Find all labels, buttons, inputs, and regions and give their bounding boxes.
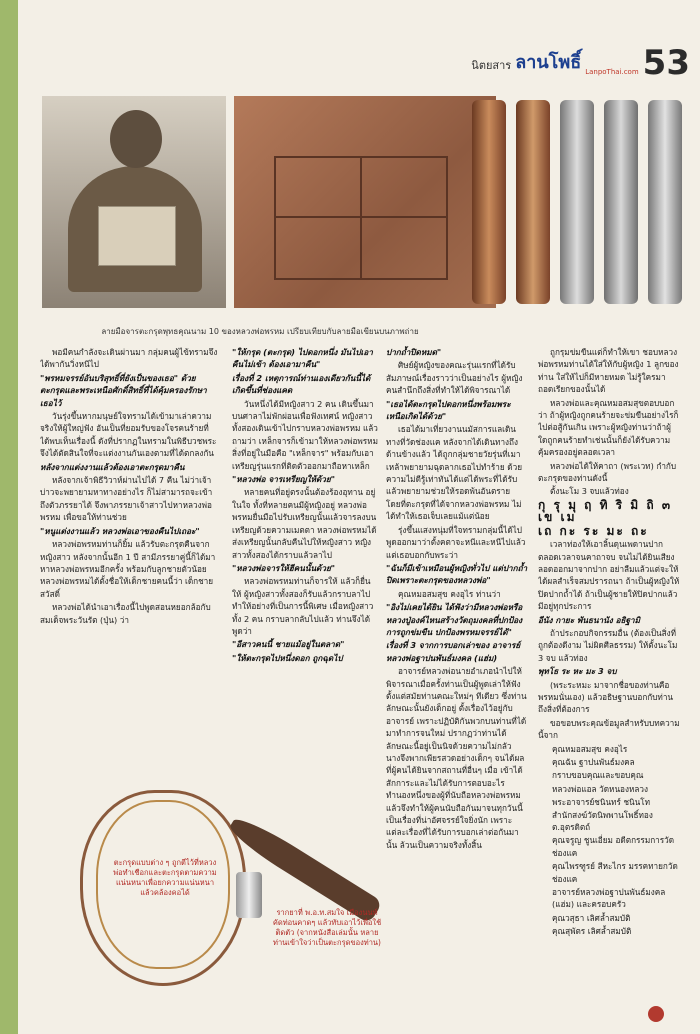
paragraph: หลวงพ่อและคุณหมอสมสุขตอบบอกว่า ถ้าผู้หญิงถูกคนร้ายจะข่มขืนอย่างไรก็ไปต่อสู้กันเกิน เพราะผู้หญิงท่านว่าถ้าผู้ใดถูกคนร้ายทำเช่นนั้นก็ยังได้รับความคุ้มครองอยู่ตลอดเวลา: [538, 397, 679, 458]
paragraph: หลวงพ่อได้นำเอาเรื่องนี้ไปพูดสอนหยอกล้อกับสมเด็จพระวันรัต (ปุ่น) ว่า: [40, 602, 211, 625]
paragraph: (พระระหมะ มาจากชื่อของท่านคือพรหมนั่นเอง) แล้วอธิษฐานบอกกับท่านถึงสิ่งที่ต้องการ: [538, 679, 674, 715]
column-3: [386, 346, 528, 986]
paragraph: หลวงพ่อพรหมท่านก็ยิ้ม แล้วรับตะกรุดคืนจากหญิงสาว หลังจากนั้นอีก 1 ปี สามีภรรยาคู่นี้ก็ได้มาหาหลวงพ่อพรหมอีกครั้ง พร้อมกับลูกชายตัวน้อย หลวงพ่อพรหมได้ตั้งชื่อให้เด็กชายคนนี้ว่า เด็กชายสวัสดิ์: [40, 539, 216, 599]
subheading: ปากถ้ำปิดหมด": [386, 347, 442, 357]
paragraph: พระอาจารย์ชนินทร์ ชนินโท สำนักสงฆ์วัดนิพพานโพธิ์ทอง ต.อุตรดิตถ์: [552, 797, 653, 833]
paragraph: กราบขอบคุณและขอบคุณ: [552, 770, 644, 781]
photo-strip: [40, 88, 690, 336]
paragraph: คุณไพรฑูรย์ สีหะไกร มรรคทายกวัดช่องแค: [552, 861, 678, 884]
takrut-tube-2: [516, 100, 550, 304]
page-header: [471, 40, 690, 83]
paragraph: ถ้าประกอบกิจกรรมอื่น (ต้องเป็นสิ่งที่ถูกต้องดีงาม ไม่ผิดศีลธรรม) ให้ตั้งนะโม 3 จบ แล้วท่อง: [538, 627, 678, 663]
subheading: "หลวงพ่อ จารเหรียญให้ด้วย": [232, 474, 335, 485]
paragraph: คุณหมอสมสุข คงอุไร ท่านว่า: [398, 588, 501, 599]
paragraph: หลายคนที่อยู่ตรงนั้นต้องร้องอุทาน อยู่ในใจ ทั้งที่หลายคนมีผู้หญิงอยู่ หลวงพ่อพรหมยื่นมือไปรับเหรียญนั้นแล้วจารลงบนเหรียญด้วยความเมตตา หลวงพ่อพรหมได้ส่งเหรียญนั้นกลับคืนไปให้หญิงสาว หญิงสาวทั้งสองได้กราบแล้วลาไป: [232, 487, 377, 560]
yantra-cloth: [98, 206, 176, 266]
takrut-tube-4: [604, 100, 638, 304]
paragraph: เธอได้มาเที่ยวงานนมัสการแลเดินทางที่วัดช่องแค หลังจากได้เดินทางถึงด้านข้างแล้ว ได้ถูกกลุ่มชายวัยรุ่นที่เมาเหล้าพยายามฉุดลากเธอไปทำร้าย ด้วยความไม่ดีรู้เท่าทันได้แต่ได้พระที่ได้รับแล้วพยายามช่วยให้รอดพ้นอันตราย โดยที่ตะกรุดที่ได้จากหลวงพ่อพรหม ไม่ได้ทำให้เธอเจ็บเลยแม้แต่น้อย: [386, 424, 522, 522]
monk-head: [110, 110, 162, 168]
paragraph: ขอขอบพระคุณข้อมูลสำหรับบทความนี้จาก: [538, 717, 680, 741]
yantra-copper-photo: [234, 96, 496, 308]
subheading: เรื่องที่ 2 เหตุการณ์ท่านเองเดียวกันนี้ได้เกิดขึ้นที่ช่องแคด: [232, 372, 371, 396]
paragraph: อาจารย์หลวงพ่อนายอำเภอนำไปให้พิจารณาเมื่อครั้งท่านเป็นผู้พูดเล่าให้ฟัง ตั้งแต่สมัยท่านคณะใหม่ๆ ทีเดียว ซึ่งท่านลักษณะนั้นยังเด็กอยู่ ตั้งเรื่องไว้อยู่กับอาจารย์ เพราะปฏิบัติกันพวกบนท่านที่ได้มาทำการจนใหม่ ปรากฏว่าท่านได้ลักษณะนี้อยู่เป็นนิจด้วยความไม่กลัว นางจึงพากเพียรสวดอย่างเด็กๆ จนได้ผลที่ผู้คนได้ยินจากสถานที่อื่นๆ เมื่อ เข้าได้สักการะและไม่ได้รับการตอบอะไร ทำนองหนึ่งของผู้ที่นับถือหลวงพ่อพรหมแล้วจึงทำให้ผู้คนนับถือกันมาจนทุกวันนี้ เป็นเรื่องที่น่าอัศจรรย์ใจยิ่งนัก เพราะแต่ละเรื่องที่ได้รับการบอกเล่าต่อกันมานั้น ล้วนเป็นความจริงทั้งสิ้น: [386, 666, 527, 850]
subheading: "พรหมจรรย์อันบริสุทธิ์ที่ยังเป็นของเธอ" ด้วยตะกรุดและพระเหนือศักดิ์สิทธิ์ที่ได้คุ้มครองรักษาเธอไว้: [40, 372, 207, 408]
column-2: [232, 346, 378, 786]
paragraph: หลวงพ่อพรหมท่านก็จารให้ แล้วก็ยื่นให้ ผู้หญิงสาวทั้งสองก็รับแล้วกราบลาไป ทำให้อย่างที่เป็นการนี้พิเศษ เมื่อหญิงสาวทั้ง 2 คน กราบลากลับไปแล้ว ท่านจึงได้พูดว่า: [232, 576, 374, 636]
subheading: "ให้ตะกรุดไปหนึ่งดอก ถูกฉุดไป: [232, 652, 343, 663]
paragraph: พอมีคนกำลังจะเดินผ่านมา กลุ่มคนผู้ไข้ทรามจึงได้พากันวิ่งหนีไป: [40, 347, 218, 370]
paragraph: วันรุ่งขึ้นหากมนุษย์ใจทรามได้เข้ามาเล่าความจริงให้ผู้ใหญ่ฟัง อันเป็นที่ยอมรับของโจรคนร้ายที่ได้พบเห็นเรื่องนี้ ดังที่ปรากฏในทรามในพิธีบวชพระ จึงได้ตัดสินใจที่จะแต่งงานกันเองตามที่ได้ตกลงกัน: [40, 411, 217, 459]
subheading: หลังจากแต่งงานแล้วต้องเอาตะกรุดมาคืน: [40, 461, 185, 472]
magazine-brand: ลานโพธิ์: [515, 52, 582, 73]
subheading: "อีสาวคนนี้ ชายแม้อยู่ในตลาด": [232, 639, 345, 650]
subheading: "เธอได้ตะกรุดไปดอกหนึ่งพร้อมพระเหนือเกิดได้ด้วย": [386, 398, 511, 422]
paragraph: ตั้งนะโม 3 จบแล้วท่อง: [550, 486, 629, 497]
magazine-url: LanpoThai.com: [585, 68, 639, 76]
paragraph: คุณหมอสมสุข คงอุไร: [552, 743, 628, 754]
paragraph: หลวงพ่อได้ให้คาถา (พระเวท) กำกับตะกรุดของท่านดังนี้: [538, 460, 677, 484]
paragraph: รุ่งขึ้นแสงหนุ่มที่ใจทรามกลุ่มนี้ได้ไปพูดออกมาว่าตั้งคตาจะหนีและหนีไปแล้ว แต่เธอบอกกับพระว่า: [386, 524, 526, 560]
paragraph: วันหนึ่งได้มีหญิงสาว 2 คน เดินขึ้นมาบนศาลาไม่พักผ่อนเพื่อฟังเทศน์ หญิงสาวทั้งสองเดินเข้าไปกราบหลวงพ่อพรหม แล้วถามว่า เหล็กจารก็เข้ามาให้หลวงพ่อพรหม สิ่งที่อยู่ในมือคือ "เหล็กจาร" พร้อมกับเอาเหรียญรุ่นแรกที่ติดตัวออกมาถือหาเหล็ก: [232, 398, 378, 471]
subheading: "หลวงพ่อจารให้ฮีคนนั้นด้วย": [232, 562, 336, 573]
subheading: เรื่องที่ 3 จากการบอกเล่าของ อาจารย์หลวงพ่อฐาปนพันธ์มงคล (แฮ่ม): [386, 640, 521, 663]
takrut-tube-1: [472, 100, 506, 304]
subheading: พุทโธ ระ หะ มะ 3 จบ: [538, 666, 617, 677]
paragraph: ถูกรุมข่มขืนแต่ก็ทำให้เขา ชอบหลวงพ่อพรหมท่านได้ใส่ให้กับผู้หญิง 1 ลูกของท่าน ใส่ให้ไปก็มีหายหมด ไม่รู้ใครมาถอดเรียกของนั้นได้: [538, 347, 679, 395]
paragraph: หลังจากเจ้าพิธีวิวาห์ผ่านไปได้ 7 คืน ไม่ว่าเจ้าบ่าวจะพยายามหาทางอย่างไร ก็ไม่สามารถจะเข้าถึงตัวภรรยาได้ จึงพาภรรยาเจ้าสาวไปหาหลวงพ่อพรหม เพื่อขอให้ท่านช่วย: [40, 475, 213, 523]
metal-takrut: [236, 872, 262, 918]
paragraph: คุณวสุธา เลิศล้ำสมบัติ: [552, 912, 631, 923]
photo-caption: ลายมือจารตะกรุดพุทธคุณนาม 10 ของหลวงพ่อพรหม เปรียบเทียบกับลายมือเขียนบนภาพถ่าย: [101, 327, 419, 336]
paragraph: คุณสุพัตร เลิศล้ำสมบัติ: [552, 926, 632, 937]
monk-photo: [42, 96, 226, 308]
footer-logo-icon: [648, 1006, 664, 1022]
subheading: "อิงไม่เคยได้ยิน ได้ฟังว่ามีหลวงพ่อหรือหลวงปู่องค์ไหนสร้างวัตถุมงคลที่ปกป้องการถูกข่มขืน ปกป้องพรหมจรรย์ได้": [386, 602, 523, 637]
paragraph: กุ รุ มุ ฤ ทิ ริ มิ ถิ ๓ เข เม: [538, 497, 673, 525]
paragraph: คุณจรูญ ชูนเอี่ยม อดีตกรรมการวัดช่องแค: [552, 835, 675, 858]
paragraph: อาจารย์หลวงพ่อฐาปนพันธ์มงคล (แฮ่ม) และครอบครัว: [552, 887, 666, 910]
subheading: "ฉันก็มีเข้าเหมือนผู้หญิงทั่วไป แต่ปากถ้ำปิดเพราะตะกรุดของหลวงพ่อ": [386, 562, 528, 586]
subheading: "หนูแต่งงานแล้ว หลวงพ่อเอาของคืนไปเถอะ": [40, 525, 200, 536]
root-caption: รากยาที่ พ.อ.ท.สมใจ เมืองนนท์ คัดท่อนคาดๆ แล้วทับเอาไว้เพื่อใช้ติดตัว (จากหนังสือเล่มนั้น หลายท่านเข้าใจว่าเป็นตะกรุดของท่าน): [272, 908, 382, 947]
paragraph: คุณฉัน ฐาปนพันธ์มงคล: [552, 757, 635, 767]
subheading: อีนัง กายะ พันธนานัง อธิฐามิ: [538, 614, 641, 625]
left-color-bar: [0, 0, 18, 1034]
paragraph: เถ กะ ระ มะ ถะ: [538, 523, 649, 538]
magazine-label: นิตยสาร: [471, 59, 512, 72]
column-4: [538, 346, 680, 986]
paragraph: เวลาท่องให้เอาลิ้นดุนเพดานปากตลอดเวลาจนคาถาจบ จนไม่ได้ยินเสียงลอดออกมาจากปาก อย่าลืมแล้วแต่จะให้ได้ผลสำเร็จสมปรารถนา ถ้าเป็นผู้หญิงให้ปิดปากถ้ำได้ ถ้าเป็นผู้ชายให้ปิดปากแล้วมีอยู่ทุกประการ: [538, 539, 680, 612]
takrut-tube-5: [648, 100, 682, 304]
subheading: "ให้กรุด (ตะกรุด) ไปดอกหนึ่ง มันไปเอาคืนไม่เข้า ต้องเอามาคืน": [232, 347, 373, 370]
takrut-tube-3: [560, 100, 594, 304]
amulet-caption: ตะกรุดแบบต่าง ๆ ถูกตีไว้ที่หลวงพ่อทำเชือกและตะกรุดตามความแน่นหนาเพื่อยกความแน่นหนาแล้วคล้องคอได้: [113, 858, 217, 897]
paragraph: ศิษย์ผู้หญิงของคณะรุ่นแรกที่ได้รับสัมภาษณ์เรื่องราวว่าเป็นอย่างไร ผู้หญิงคนสำนึกถึงสิ่งที่ทำให้ได้พิจารณาได้: [386, 360, 523, 396]
amulet-photo: [40, 790, 380, 1000]
column-1: [40, 346, 218, 786]
paragraph: หลวงพ่อแอล วัดหนองหลวง: [552, 783, 648, 794]
yantra-grid: [274, 156, 448, 280]
page-number: 53: [642, 43, 690, 83]
